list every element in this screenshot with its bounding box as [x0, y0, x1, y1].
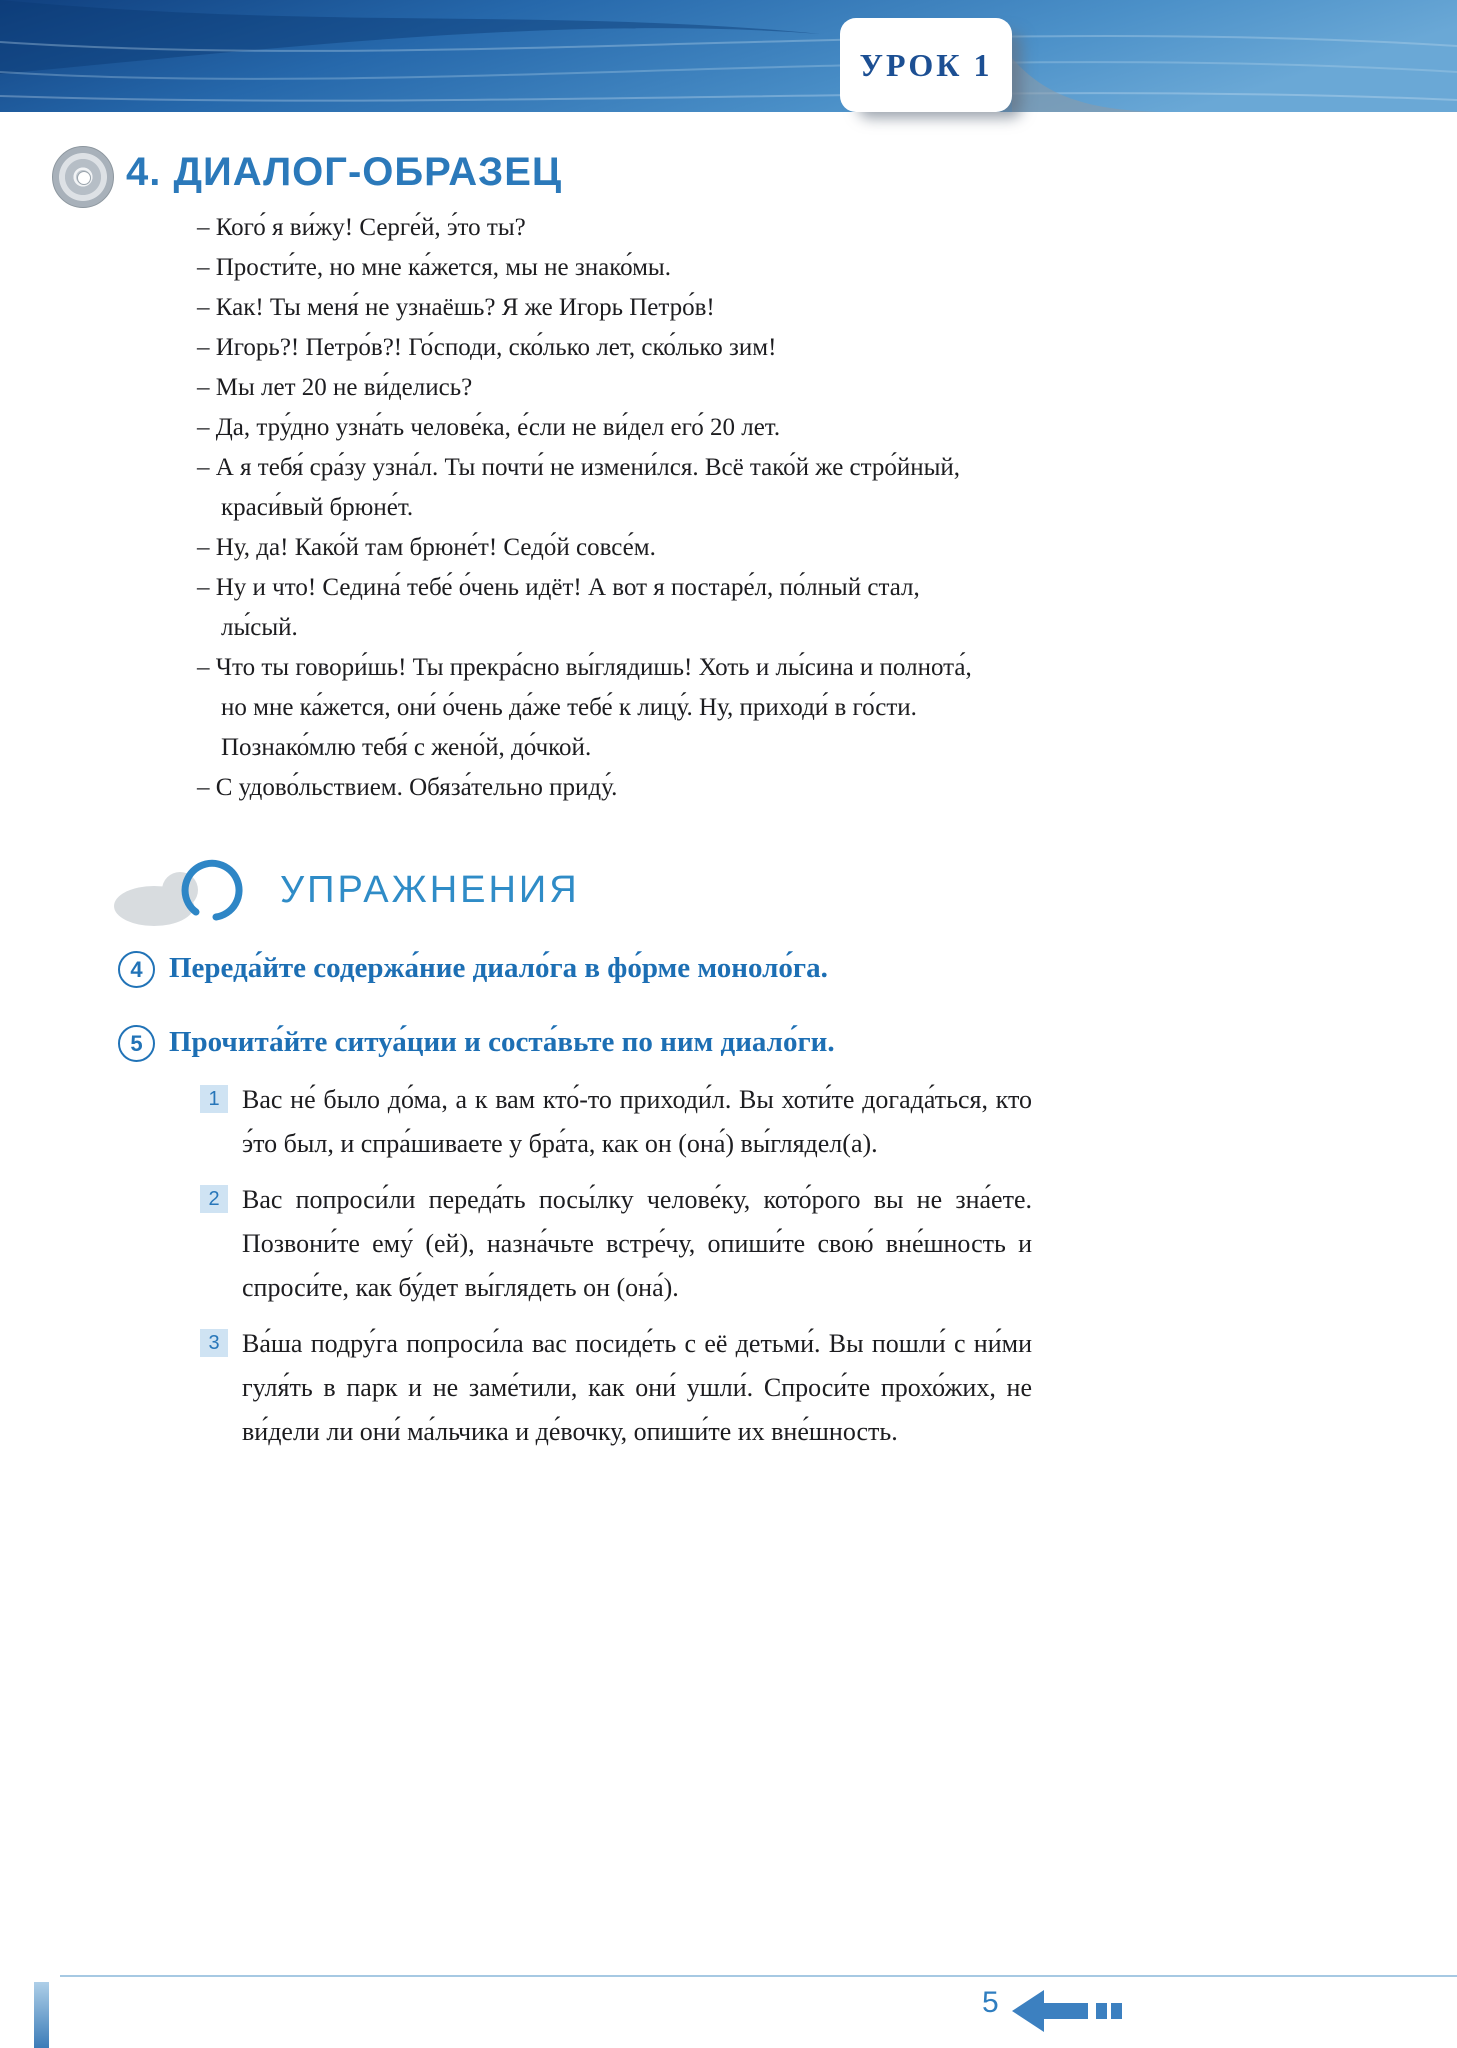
situation-text: Ва́ша подру́га попроси́ла вас посиде́ть с её детьми́. Вы пошли́ с ни́ми гуля́ть в парк и не заме́тили, как они́ ушли́. Спроси́те прохо́жих, не ви́дели ли они́ ма́льчика и де́вочку, опиши́те их вне́шность. — [242, 1329, 1032, 1446]
dialog-line: – Прости́те, но мне ка́жется, мы не знако́мы. — [197, 254, 671, 281]
dialog-line: – Мы лет 20 не ви́делись? — [197, 374, 473, 401]
situation-number-badge: 2 — [200, 1185, 228, 1213]
dialog-block — [197, 208, 1397, 808]
section-title: 4. ДИАЛОГ-ОБРАЗЕЦ — [126, 150, 563, 194]
cd-audio-icon — [52, 146, 114, 208]
situation-text: Вас не́ было до́ма, а к вам кто́-то приходи́л. Вы хоти́те догада́ться, кто э́то был, и спра́шиваете у бра́та, как он (она́) вы́глядел(а). — [242, 1085, 1032, 1158]
dialog-line: – Ну и что! Седина́ тебе́ о́чень идёт! А вот я постаре́л, по́лный стал, — [197, 574, 920, 601]
dialog-line: краси́вый брюне́т. — [221, 494, 414, 521]
situation-text: Вас попроси́ли переда́ть посы́лку челове́ку, кото́рого вы не зна́ете. Позвони́те ему́ (ей), назна́чьте встре́чу, опиши́те свою́ вне́шность и спроси́те, как бу́дет вы́глядеть он (она́). — [242, 1185, 1032, 1302]
dialog-line: – С удово́льствием. Обяза́тельно приду́. — [197, 774, 618, 801]
exercise-number-circle: 4 — [118, 951, 155, 988]
exercises-header-label: УПРАЖНЕНИЯ — [280, 868, 580, 911]
situation-item — [200, 1078, 1030, 1166]
exercise-item-4 — [118, 950, 828, 988]
dialog-line: но мне ка́жется, они́ о́чень да́же тебе́ к лицу́. Ну, приходи́ в го́сти. — [221, 694, 917, 721]
exercises-header — [108, 848, 580, 932]
dialog-line: Познако́млю тебя́ с жено́й, до́чкой. — [221, 734, 592, 761]
dialog-line: лы́сый. — [221, 614, 298, 641]
exercise-instruction: Прочита́йте ситуа́ции и соста́вьте по ним диало́ги. — [169, 1026, 835, 1058]
situation-number-badge: 1 — [200, 1085, 228, 1113]
dialog-line: – Да, тру́дно узна́ть челове́ка, е́сли не ви́дел его́ 20 лет. — [197, 414, 781, 441]
dialog-line: – Ну, да! Како́й там брюне́т! Седо́й совсе́м. — [197, 534, 656, 561]
situations-list — [200, 1078, 1030, 1466]
exercise-instruction: Переда́йте содержа́ние диало́га в фо́рме моноло́га. — [169, 952, 828, 984]
situation-item — [200, 1322, 1030, 1454]
lesson-tab — [840, 18, 1012, 112]
dialog-line: – Кого́ я ви́жу! Серге́й, э́то ты? — [197, 214, 526, 241]
situation-number-badge: 3 — [200, 1329, 228, 1357]
header-band — [0, 0, 1457, 112]
dialog-line: – Что ты говори́шь! Ты прекра́сно вы́глядишь! Хоть и лы́сина и полнота́, — [197, 654, 972, 681]
page-number: 5 — [982, 1986, 999, 2019]
speech-bubble-icon — [108, 848, 268, 932]
dialog-line: – Игорь?! Петро́в?! Го́споди, ско́лько лет, ско́лько зим! — [197, 334, 777, 361]
page-edge-strip — [34, 1982, 49, 2048]
footer-divider — [60, 1975, 1457, 1977]
dialog-line: – Как! Ты меня́ не узнаёшь? Я же Игорь Петро́в! — [197, 294, 715, 321]
lesson-tab-label: УРОК 1 — [859, 46, 993, 83]
exercise-item-5 — [118, 1024, 835, 1062]
back-arrow-icon — [1012, 1984, 1122, 2038]
situation-item — [200, 1178, 1030, 1310]
header-band-waves — [0, 0, 1457, 112]
exercise-number-circle: 5 — [118, 1025, 155, 1062]
dialog-line: – А я тебя́ сра́зу узна́л. Ты почти́ не измени́лся. Всё тако́й же стро́йный, — [197, 454, 961, 481]
